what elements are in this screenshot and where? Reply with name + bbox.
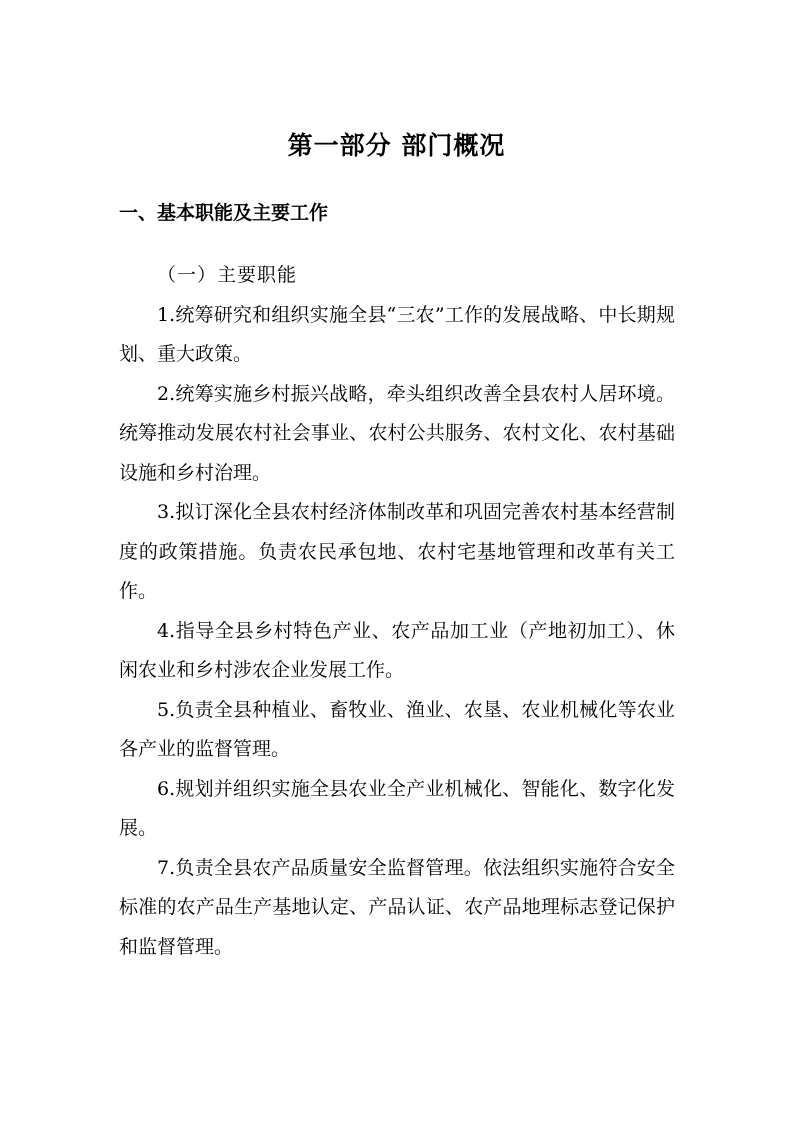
page-title: 第一部分 部门概况 — [287, 131, 506, 160]
paragraph-duty-7: 7.负责全县农产品质量安全监督管理。依法组织实施符合安全标准的农产品生产基地认定、产品认证、农产品地理标志登记保护和监督管理。 — [119, 856, 675, 958]
section-heading: 一、基本职能及主要工作 — [119, 202, 329, 224]
subsection-heading: （一）主要职能 — [157, 264, 298, 286]
paragraph-duty-3: 3.拟订深化全县农村经济体制改革和巩固完善农村基本经营制度的政策措施。负责农民承包地、农村宅基地管理和改革有关工作。 — [119, 501, 675, 602]
paragraph-duty-4: 4.指导全县乡村特色产业、农产品加工业（产地初加工）、休闲农业和乡村涉农企业发展工作。 — [119, 619, 675, 681]
document-body — [119, 256, 675, 967]
paragraph-duty-5: 5.负责全县种植业、畜牧业、渔业、农垦、农业机械化等农业各产业的监督管理。 — [119, 698, 675, 760]
paragraph-duty-1: 1.统筹研究和组织实施全县“三农”工作的发展战略、中长期规划、重大政策。 — [119, 303, 675, 365]
paragraph-duty-6: 6.规划并组织实施全县农业全产业机械化、智能化、数字化发展。 — [119, 777, 675, 839]
paragraph-duty-2: 2.统筹实施乡村振兴战略，牵头组织改善全县农村人居环境。统筹推动发展农村社会事业、农村公共服务、农村文化、农村基础设施和乡村治理。 — [119, 382, 675, 484]
